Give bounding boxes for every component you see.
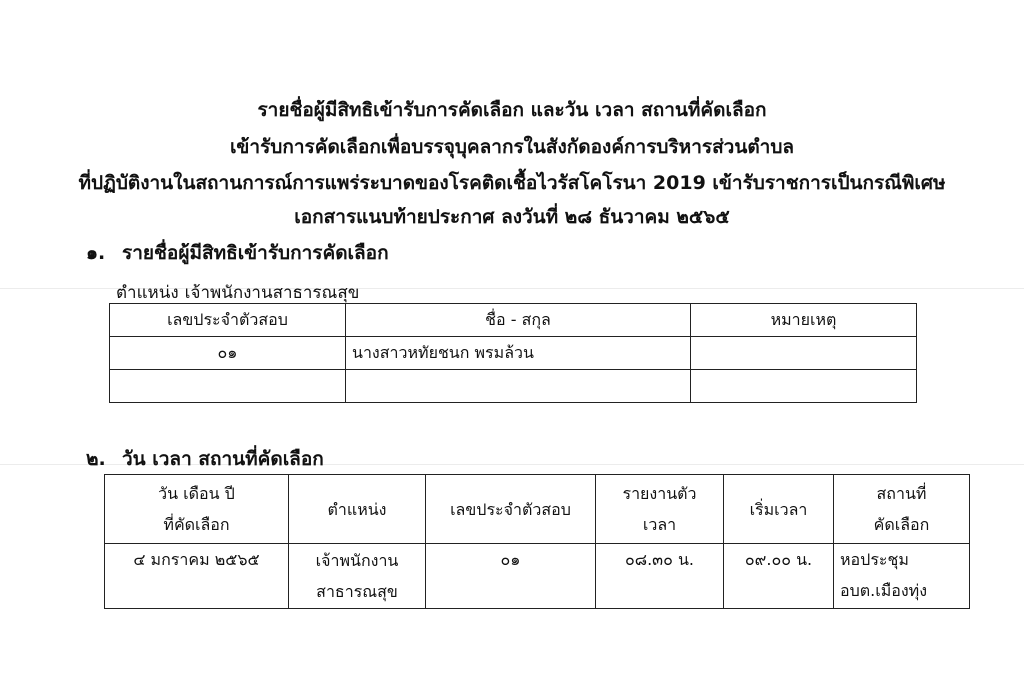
position-line (116, 279, 365, 306)
header-position-text: ตำแหน่ง (327, 499, 387, 519)
cell-position-line-2: สาธารณสุข (316, 582, 398, 601)
header-place-line-2: คัดเลือก (873, 515, 930, 534)
title-line-2: เข้ารับการคัดเลือกเพื่อบรรจุบุคลากรในสังกัดองค์การบริหารส่วนตำบล (229, 136, 795, 158)
section-2-title: วัน เวลา สถานที่คัดเลือก (122, 448, 324, 470)
position-label: ตำแหน่ง (116, 283, 179, 303)
cell-exam-id: ๐๑ (426, 544, 596, 609)
header-place-line-1: สถานที่ (876, 484, 927, 503)
table-header-row (105, 475, 970, 544)
position-value: เจ้าพนักงานสาธารณสุข (184, 283, 360, 303)
header-exam-id: เลขประจำตัวสอบ (110, 304, 346, 337)
cell-remarks (691, 370, 917, 403)
header-place (834, 475, 970, 544)
header-full-name: ชื่อ - สกุล (346, 304, 691, 337)
cell-exam-id (110, 370, 346, 403)
cell-date: ๔ มกราคม ๒๕๖๕ (105, 544, 289, 609)
header-report-time (596, 475, 724, 544)
header-exam-id-text: เลขประจำตัวสอบ (450, 499, 571, 519)
title-line-4: เอกสารแนบท้ายประกาศ ลงวันที่ ๒๘ ธันวาคม ๒๕๖๕ (294, 206, 730, 228)
header-exam-id (426, 475, 596, 544)
section-1-title: รายชื่อผู้มีสิทธิเข้ารับการคัดเลือก (122, 242, 389, 264)
table-row (110, 337, 917, 370)
candidate-table (109, 303, 917, 403)
title-line-1: รายชื่อผู้มีสิทธิเข้ารับการคัดเลือก และวัน เวลา สถานที่คัดเลือก (257, 99, 767, 121)
table-row (105, 544, 970, 609)
table-header-row (110, 304, 917, 337)
title-line-3: ที่ปฏิบัติงานในสถานการณ์การแพร่ระบาดของโรคติดเชื้อไวรัสโคโรนา 2019 เข้ารับราชการเป็นกรณีพิเศษ (78, 172, 946, 194)
header-start-text: เริ่มเวลา (749, 499, 808, 519)
header-report-line-1: รายงานตัว (622, 484, 697, 503)
section-2-number: ๒. (86, 448, 106, 470)
schedule-table (104, 474, 970, 609)
header-position (289, 475, 426, 544)
cell-position (289, 544, 426, 609)
cell-remarks (691, 337, 917, 370)
header-date-line-1: วัน เดือน ปี (158, 484, 235, 503)
section-1-number: ๑. (86, 242, 106, 264)
cell-start-time: ๐๙.๐๐ น. (724, 544, 834, 609)
cell-exam-id: ๐๑ (110, 337, 346, 370)
header-report-line-2: เวลา (642, 515, 677, 534)
header-remarks: หมายเหตุ (691, 304, 917, 337)
section-2-heading (86, 450, 324, 469)
cell-place-line-1: หอประชุม (840, 550, 909, 569)
cell-full-name: นางสาวหทัยชนก พรมล้วน (346, 337, 691, 370)
header-date (105, 475, 289, 544)
section-1-heading (86, 244, 389, 263)
cell-report-time: ๐๘.๓๐ น. (596, 544, 724, 609)
header-date-line-2: ที่คัดเลือก (163, 515, 230, 534)
cell-place-line-2: อบต.เมืองทุ่ง (840, 581, 928, 600)
table-row (110, 370, 917, 403)
cell-full-name (346, 370, 691, 403)
header-start-time (724, 475, 834, 544)
cell-position-line-1: เจ้าพนักงาน (315, 551, 399, 570)
cell-place (834, 544, 970, 609)
